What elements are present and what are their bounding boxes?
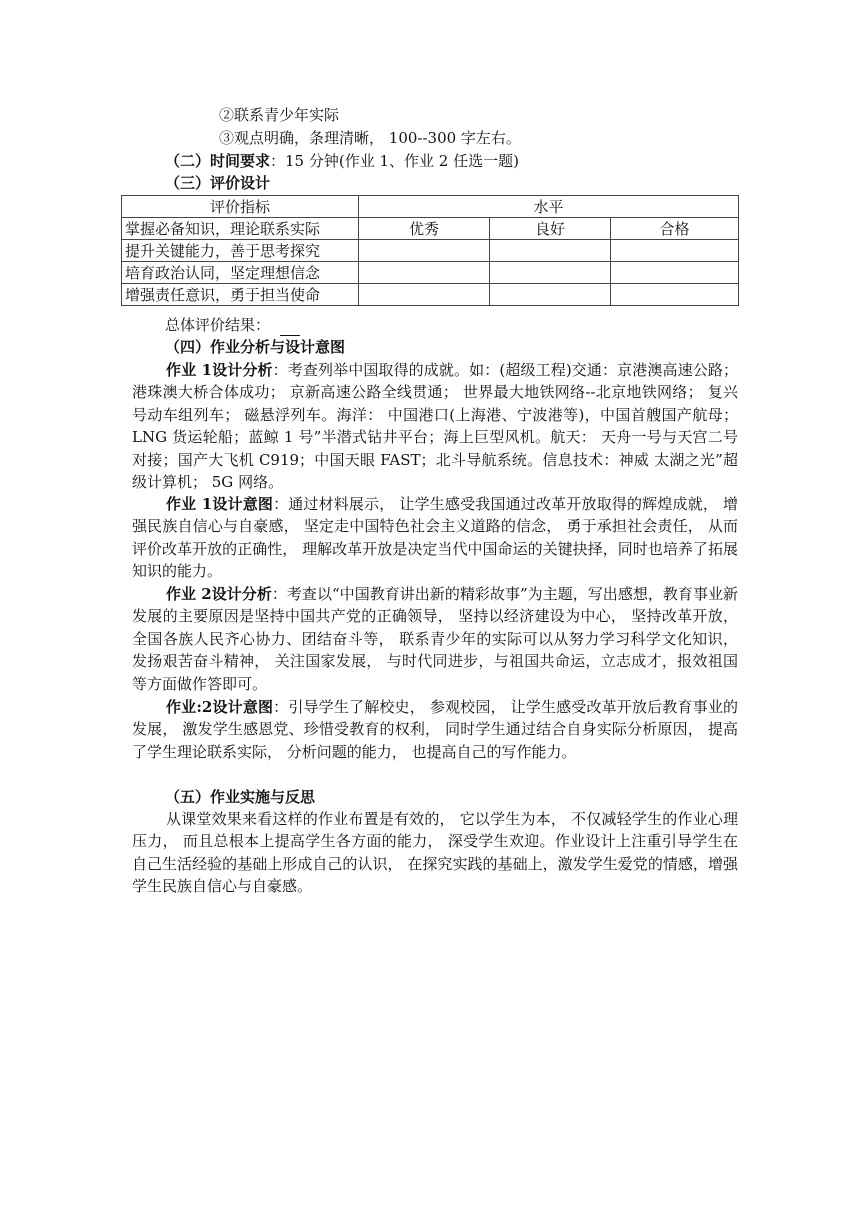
empty-cell [490, 284, 611, 306]
empty-cell [359, 240, 490, 262]
hw1-intent-text: ：通过材料展示， 让学生感受我国通过改革开放取得的辉煌成就， 增强民族自信心与自豪感， 坚定走中国特色社会主义道路的信念， 勇于承担社会责任， 从而评价改革开放的正确性， 理解改革开放是决定当代中国命运的关键抉择，同时也培养了拓展知识的能力。 [132, 495, 738, 581]
hw2-intent-text: ：引导学生了解校史， 参观校园， 让学生感受改革开放后教育事业的发展， 激发学生感恩党、珍惜受教育的权利， 同时学生通过结合自身实际分析原因， 提高了学生理论联系实际， 分析问题的能力， 也提高自己的写作能力。 [132, 698, 738, 761]
empty-cell [490, 240, 611, 262]
table-row [122, 262, 739, 284]
hw1-analysis-paragraph [132, 359, 738, 493]
empty-cell [359, 284, 490, 306]
requirement-item-3: ③观点明确，条理清晰， 100--300 字左右。 [219, 129, 521, 147]
empty-cell [490, 262, 611, 284]
indicator-cell: 掌握必备知识，理论联系实际 [122, 218, 359, 240]
reflection-heading: （五）作业实施与反思 [165, 788, 316, 806]
overall-result [165, 314, 300, 336]
empty-cell [611, 284, 739, 306]
analysis-heading: （四）作业分析与设计意图 [165, 338, 346, 356]
reflection-paragraph: 从课堂效果来看这样的作业布置是有效的， 它以学生为本， 不仅减轻学生的作业心理压力， 而且总根本上提高学生各方面的能力， 深受学生欢迎。作业设计上注重引导学生在自己生活经验的基础上形成自己的认识， 在探究实践的基础上，激发学生爱党的情感，增强学生民族自信心与自豪感。 [132, 810, 738, 896]
indicator-cell: 提升关键能力，善于思考探究 [122, 240, 359, 262]
empty-cell [611, 240, 739, 262]
empty-cell [611, 262, 739, 284]
hw2-analysis-paragraph [132, 583, 738, 695]
hw2-analysis-text: ：考查以“中国教育讲出新的精彩故事”为主题，写出感想，教育事业新发展的主要原因是坚持中国共产党的正确领导， 坚持以经济建设为中心， 坚持改革开放， 全国各族人民齐心协力、团结奋斗等， 联系青少年的实际可以从努力学习科学文化知识， 发扬艰苦奋斗精神， 关注国家发展， 与时代同进步，与祖国共命运，立志成才，报效祖国等方面做作答即可。 [132, 585, 738, 693]
table-row [122, 284, 739, 306]
table-row [122, 240, 739, 262]
hw2-intent-label: 作业:2设计意图 [166, 698, 274, 716]
indicator-cell: 增强责任意识，勇于担当使命 [122, 284, 359, 306]
time-requirement-heading: （二）时间要求 [165, 152, 271, 170]
time-requirement-text: ：15 分钟(作业 1、作业 2 任选一题) [270, 152, 519, 170]
result-blank [280, 319, 300, 336]
table-row [122, 196, 739, 218]
overall-result-label: 总体评价结果： [165, 316, 271, 334]
hw2-analysis-label: 作业 2设计分析 [166, 585, 272, 603]
indicator-cell: 培育政治认同，坚定理想信念 [122, 262, 359, 284]
level-good: 良好 [490, 218, 611, 240]
hw1-intent-paragraph [132, 493, 738, 583]
table-row [122, 218, 739, 240]
time-requirement [165, 150, 519, 172]
evaluation-table [121, 195, 739, 306]
level-excellent: 优秀 [359, 218, 490, 240]
hw1-analysis-text: ：考查列举中国取得的成就。如：(超级工程)交通：京港澳高速公路； 港珠澳大桥合体成功； 京新高速公路全线贯通； 世界最大地铁网络--北京地铁网络； 复兴号动车组列车； 磁悬浮列车。海洋： 中国港口(上海港、宁波港等)，中国首艘国产航母； LNG 货运轮船；蓝鲸 1 号”半潜式钻井平台；海上巨型风机。航天： 天舟一号与天宫二号对接；国产大飞机 C919；中国天眼 FAST；北斗导航系统。信息技术：神威 太湖之光”超级计算机； 5G 网络。 [132, 361, 738, 492]
header-indicator: 评价指标 [122, 196, 359, 218]
evaluation-heading: （三）评价设计 [165, 174, 271, 192]
header-level: 水平 [359, 196, 739, 218]
hw2-intent-paragraph [132, 696, 738, 763]
requirement-item-2: ②联系青少年实际 [219, 106, 340, 124]
level-pass: 合格 [611, 218, 739, 240]
hw1-analysis-label: 作业 1设计分析 [166, 361, 273, 379]
empty-cell [359, 262, 490, 284]
hw1-intent-label: 作业 1设计意图 [166, 495, 274, 513]
